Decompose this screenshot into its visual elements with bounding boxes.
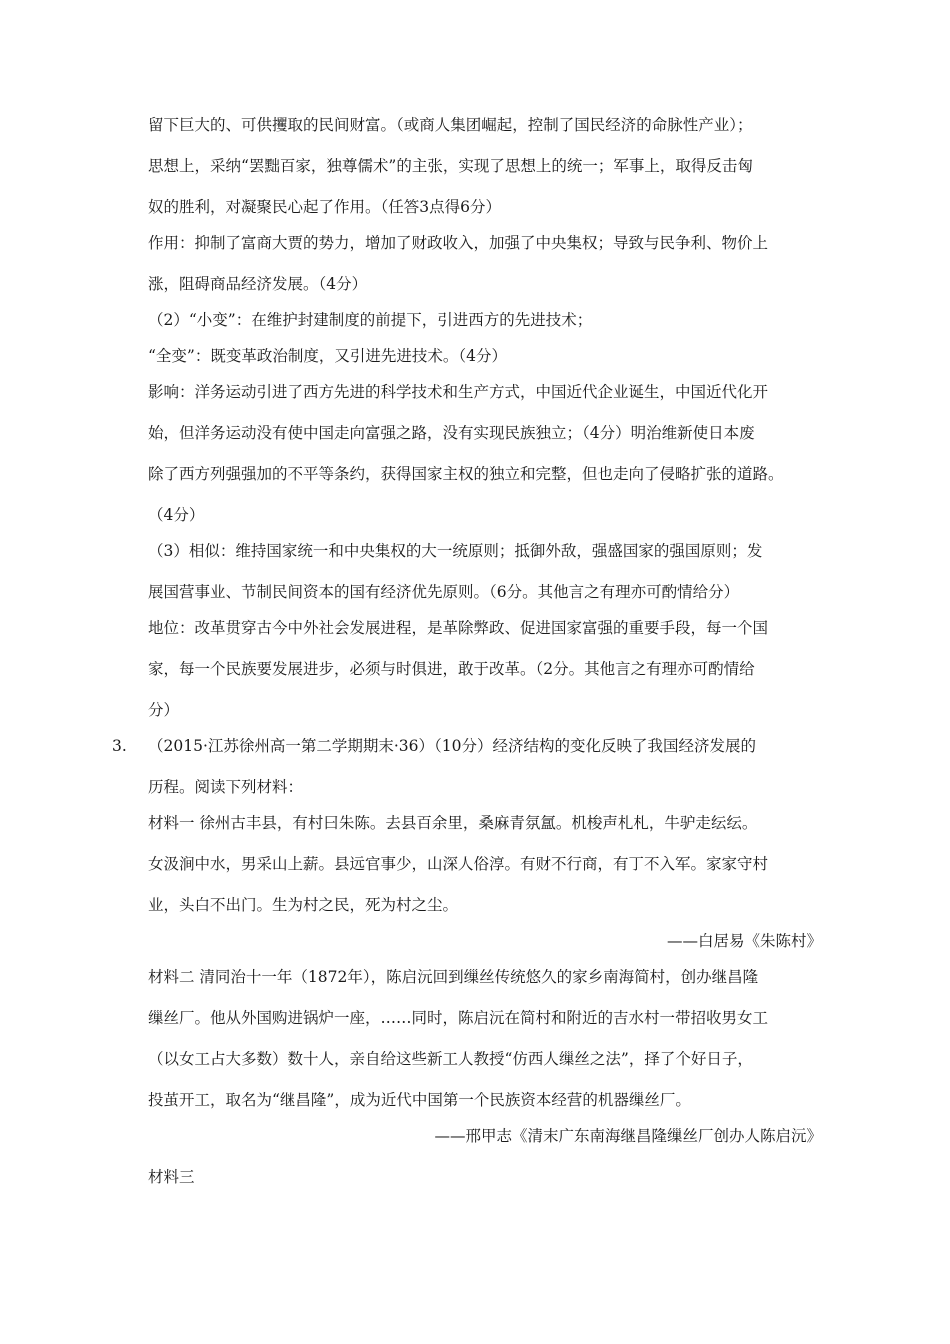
material-line: 投茧开工，取名为“继昌隆”，成为近代中国第一个民族资本经营的机器缫丝厂。	[148, 1091, 691, 1109]
material-line: （以女工占大多数）数十人，亲自给这些新工人教授“仿西人缫丝之法”，择了个好日子，	[148, 1050, 753, 1068]
answer-line: 思想上，采纳“罢黜百家，独尊儒术”的主张，实现了思想上的统一；军事上，取得反击匈	[148, 157, 753, 175]
material-line: 材料一 徐州古丰县，有村曰朱陈。去县百余里，桑麻青氛氲。机梭声札札，牛驴走纭纭。	[148, 814, 758, 832]
answer-line: 涨，阻碍商品经济发展。（4分）	[148, 275, 368, 293]
answer-line: 家，每一个民族要发展进步，必须与时俱进，敢于改革。（2分。其他言之有理亦可酌情给	[148, 660, 755, 678]
question-stem: （2015·江苏徐州高一第二学期期末·36）（10分）经济结构的变化反映了我国经济发展的	[148, 737, 756, 755]
answer-line: （3）相似：维持国家统一和中央集权的大一统原则；抵御外敌，强盛国家的强国原则；发	[148, 542, 763, 560]
answer-line: （2）“小变”：在维护封建制度的前提下，引进西方的先进技术；	[148, 311, 593, 329]
material-source: ——白居易《朱陈村》	[666, 932, 822, 950]
answer-line: 地位：改革贯穿古今中外社会发展进程，是革除弊政、促进国家富强的重要手段，每一个国	[148, 619, 769, 637]
question-number: 3.	[112, 737, 127, 755]
material-line: 业，头白不出门。生为村之民，死为村之尘。	[148, 896, 459, 914]
material-line: 女汲涧中水，男采山上薪。县远官事少，山深人俗淳。有财不行商，有丁不入军。家家守村	[148, 855, 769, 873]
material-source: ——邢甲志《清末广东南海继昌隆缫丝厂创办人陈启沅》	[434, 1127, 822, 1145]
answer-line: （4分）	[148, 506, 205, 524]
answer-line: 除了西方列强强加的不平等条约，获得国家主权的独立和完整，但也走向了侵略扩张的道路。	[148, 465, 784, 483]
answer-line: 作用：抑制了富商大贾的势力，增加了财政收入，加强了中央集权；导致与民争利、物价上	[148, 234, 769, 252]
answer-line: 分）	[148, 701, 180, 719]
answer-line: 留下巨大的、可供攫取的民间财富。（或商人集团崛起，控制了国民经济的命脉性产业）；	[148, 116, 753, 134]
material-line: 材料二 清同治十一年（1872年），陈启沅回到缫丝传统悠久的家乡南海简村，创办继昌隆	[148, 968, 759, 986]
material-label: 材料三	[148, 1168, 195, 1186]
answer-line: 始，但洋务运动没有使中国走向富强之路，没有实现民族独立；（4分）明治维新使日本废	[148, 424, 755, 442]
answer-line: “全变”：既变革政治制度，又引进先进技术。（4分）	[148, 347, 507, 365]
answer-line: 展国营事业、节制民间资本的国有经济优先原则。（6分。其他言之有理亦可酌情给分）	[148, 583, 740, 601]
answer-line: 奴的胜利，对凝聚民心起了作用。（任答3点得6分）	[148, 198, 501, 216]
question-stem: 历程。阅读下列材料：	[148, 778, 304, 796]
material-line: 缫丝厂。他从外国购进锅炉一座，……同时，陈启沅在简村和附近的吉水村一带招收男女工	[148, 1009, 769, 1027]
answer-line: 影响：洋务运动引进了西方先进的科学技术和生产方式，中国近代企业诞生，中国近代化开	[148, 383, 769, 401]
